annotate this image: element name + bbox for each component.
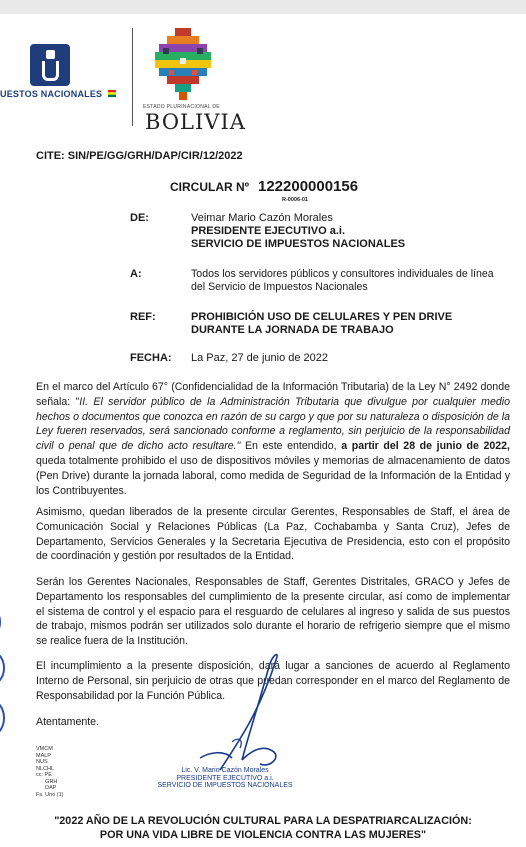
estado-plurinacional-text: ESTADO PLURINACIONAL DE [143, 104, 220, 110]
de-org: SERVICIO DE IMPUESTOS NACIONALES [191, 238, 406, 250]
p1-start: En el marco del Artículo 67° (Confidencialidad de la Información Tributaria) de la Ley N° 2492 donde señala: " [36, 381, 510, 408]
paragraph-2: Asimismo, quedan liberados de la presente circular Gerentes, Responsables de Staff, el área de Comunicación Social y Relaciones Públicas (La Paz, Cochabamba y Santa Cruz), Jefes de Departamento, Servicios Generales y la Secretaria Ejecutiva de Presidencia, esto con el propósito de coordinación y gestión por resultados de la Entidad. [36, 506, 510, 563]
p1-bold-date: a partir del 28 de junio de 2022, [341, 440, 510, 453]
top-bar [0, 0, 526, 14]
signature-org: SERVICIO DE IMPUESTOS NACIONALES [157, 782, 293, 789]
bolivia-chakana-logo-icon [155, 28, 211, 100]
signature-block [150, 767, 300, 790]
a-label: A: [130, 268, 142, 280]
p1-end: queda totalmente prohibido el uso de dispositivos móviles y memorias de almacenamiento de datos (Pen Drive) durante la jornada laboral, como medida de Seguridad de la Información de la Entidad y los Contribuyentes. [36, 454, 510, 497]
header-divider [132, 28, 133, 126]
signature-name: Lic. V. Mario Cazón Morales [181, 767, 269, 774]
paragraph-4: El incumplimiento a la presente disposición, dará lugar a sanciones de acuerdo al Reglamento Interno de Personal, sin perjuicio de otras que puedan corresponder en el marco del Reglamento de Responsabilidad por la Función Pública. [36, 660, 510, 702]
fecha-label: FECHA: [130, 352, 172, 364]
ref-label: REF: [130, 311, 156, 323]
circular-label: CIRCULAR Nº [170, 180, 250, 194]
circular-number: 122200000156 [258, 178, 359, 195]
fecha-value: La Paz, 27 de junio de 2022 [191, 352, 329, 364]
sin-logo-text: UESTOS NACIONALES [0, 89, 103, 99]
cite-line: CITE: SIN/PE/GG/GRH/DAP/CIR/12/2022 [36, 150, 243, 162]
de-name: Veimar Mario Cazón Morales [191, 212, 333, 224]
de-label: DE: [130, 212, 149, 224]
cc-list: VMCM MALP NUS NLCHL cc: PE GRH DAP Fs. Uno (1) [36, 746, 64, 798]
paragraph-1 [36, 380, 510, 498]
circular-code: R-0006-01 [282, 197, 308, 203]
signature-title: PRESIDENTE EJECUTIVO a.i. [176, 774, 274, 782]
closing: Atentamente. [36, 716, 100, 728]
slogan-line-2: POR UNA VIDA LIBRE DE VIOLENCIA CONTRA LAS MUJERES" [99, 829, 427, 841]
official-stamp-icon [0, 600, 22, 750]
a-line-2: del Servicio de Impuestos Nacionales [191, 281, 368, 293]
p1-quote: II. El servidor público de la Administración Tributaria que divulgue por cualquier medio hechos o documentos que conozca en razón de su cargo y que por su naturaleza o disposición de la Ley fueren reservados, será sancionado conforme a reglamento, sin perjuicio de la responsabilidad civil o penal que de dicho acto resultare." [36, 395, 510, 453]
de-title: PRESIDENTE EJECUTIVO a.i. [191, 225, 346, 237]
slogan-line-1: "2022 AÑO DE LA REVOLUCIÓN CULTURAL PARA LA DESPATRIARCALIZACIÓN: [54, 815, 472, 827]
sin-logo-icon [30, 44, 70, 86]
a-line-1: Todos los servidores públicos y consultores individuales de línea [191, 268, 494, 280]
bolivia-flag-icon [108, 90, 116, 97]
ref-line-1: PROHIBICIÓN USO DE CELULARES Y PEN DRIVE [191, 311, 453, 323]
paragraph-3: Serán los Gerentes Nacionales, Responsables de Staff, Gerentes Distritales, GRACO y Jefes de Departamento los responsables del cumplimiento de la presente circular, así como de implementar el sistema de control y el espacio para el resguardo de celulares al ingreso y salida de sus puestos de trabajo, mismos podrán ser utilizados solo durante el horario de refrigerio siempre que el mismo se realice fuera de la Institución. [36, 576, 510, 648]
ref-line-2: DURANTE LA JORNADA DE TRABAJO [191, 324, 394, 336]
p1-mid: En este entendido, [240, 440, 342, 453]
bolivia-wordmark: BOLIVIA [145, 110, 246, 134]
slogan [0, 814, 526, 842]
